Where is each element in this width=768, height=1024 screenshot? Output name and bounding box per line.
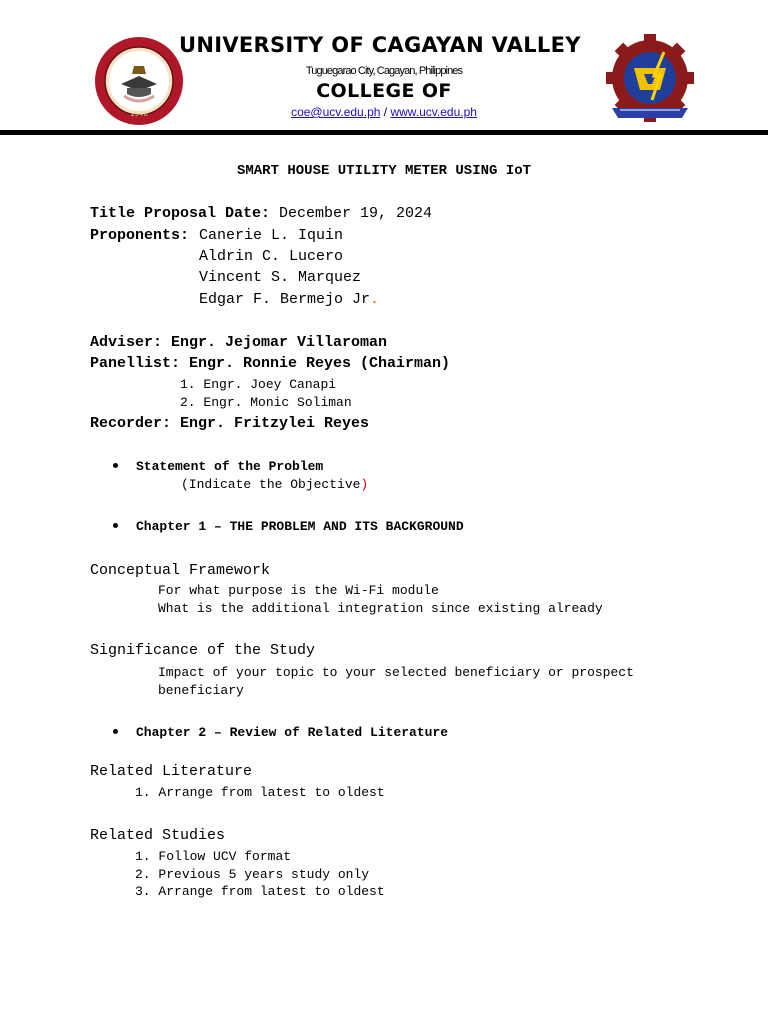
conceptual-framework-line: For what purpose is the Wi-Fi module [158,583,439,598]
proponent-name: Aldrin C. Lucero [199,248,344,265]
proponent-name: Vincent S. Marquez [199,269,362,286]
panel-member-name: Engr. Joey Canapi [203,377,337,392]
list-number: 3. [135,884,151,899]
list-item-text: Previous 5 years study only [158,867,370,882]
statement-heading: Statement of the Problem [136,459,324,474]
website-link[interactable]: www.ucv.edu.ph [390,105,477,119]
panellist-line: Panellist: Engr. Ronnie Reyes (Chairman) [90,355,451,372]
list-number: 1. [180,377,196,392]
chapter2-heading: Chapter 2 – Review of Related Literature [136,725,449,740]
contact-separator: / [380,105,391,119]
proponents-label: Proponents: [90,227,190,244]
letterhead [0,0,768,136]
list-item-text: Follow UCV format [158,849,292,864]
conceptual-framework-title: Conceptual Framework [90,562,271,579]
statement-note [181,476,368,494]
bullet-icon [113,463,118,468]
list-item [135,866,369,884]
bullet-icon [113,523,118,528]
list-number: 2. [180,395,196,410]
college-of-engineering-gear-icon [606,34,694,124]
list-number: 1. [135,785,151,800]
proposal-date [90,204,432,224]
recorder-line: Recorder: Engr. Fritzylei Reyes [90,415,370,432]
proponent-name: Edgar F. Bermejo Jr [199,291,371,308]
statement-note-text: (Indicate the Objective [181,477,361,492]
related-studies-title: Related Studies [90,827,226,844]
university-address: Tuguegarao City, Cagayan, Philippines [305,65,463,77]
panel-member-name: Engr. Monic Soliman [203,395,352,410]
list-item [135,784,385,802]
list-item [135,883,385,901]
college-name: COLLEGE OF [316,80,452,102]
proponent-name-last [199,290,379,310]
conceptual-framework-line: What is the additional integration since existing already [158,601,603,616]
list-number: 1. [135,849,151,864]
university-name: UNIVERSITY OF CAGAYAN VALLEY [179,33,581,57]
document-title: SMART HOUSE UTILITY METER USING IoT [236,163,532,179]
panel-member [180,376,336,394]
significance-line: beneficiary [158,683,244,698]
trailing-period: . [370,291,380,308]
svg-text:1948: 1948 [130,110,148,118]
related-literature-title: Related Literature [90,763,253,780]
list-item-text: Arrange from latest to oldest [158,884,385,899]
proponent-name: Canerie L. Iquin [199,227,344,244]
email-link[interactable]: coe@ucv.edu.ph [291,105,381,119]
list-item-text: Arrange from latest to oldest [158,785,385,800]
adviser-line: Adviser: Engr. Jejomar Villaroman [90,334,388,351]
panel-member [180,394,352,412]
proposal-date-label: Title Proposal Date: [90,205,271,222]
significance-title: Significance of the Study [90,642,316,659]
significance-line: Impact of your topic to your selected beneficiary or prospect [158,665,634,680]
list-number: 2. [135,867,151,882]
bullet-icon [113,729,118,734]
chapter1-heading: Chapter 1 – THE PROBLEM AND ITS BACKGROUND [136,519,464,534]
proposal-date-value: December 19, 2024 [270,205,433,222]
list-item [135,848,291,866]
statement-note-paren: ) [360,477,369,492]
header-rule [0,130,768,135]
